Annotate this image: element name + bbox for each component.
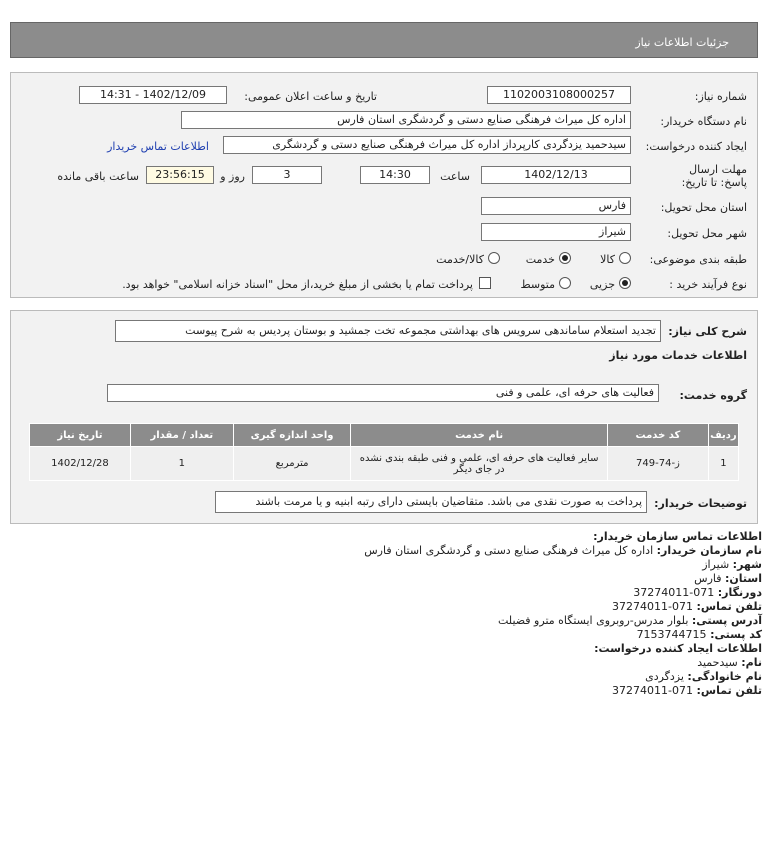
buyer-label: نام دستگاه خریدار: bbox=[660, 115, 747, 128]
buyer-field[interactable]: اداره کل میراث فرهنگی صنایع دستی و گردشگری استان فارس bbox=[181, 111, 631, 129]
deadline-hour-field[interactable]: 14:30 bbox=[360, 166, 430, 184]
need-number-field[interactable]: 1102003108000257 bbox=[487, 86, 631, 104]
category-label: طبقه بندی موضوعی: bbox=[649, 253, 747, 266]
contact-info bbox=[0, 530, 770, 750]
contact-address: آدرس پستی: بلوار مدرس-روبروی ایستگاه مترو فضیلت bbox=[498, 614, 762, 627]
col-date: تاریخ نیاز bbox=[30, 424, 131, 447]
category-radio-both[interactable] bbox=[488, 252, 500, 264]
contact-province: استان: فارس bbox=[694, 572, 762, 585]
description-field[interactable]: تجدید استعلام ساماندهی سرویس های بهداشتی مجموعه تخت جمشید و بوستان پردیس به شرح پیوست bbox=[115, 320, 661, 342]
col-row: ردیف bbox=[708, 424, 738, 447]
category-radio-service[interactable] bbox=[559, 252, 571, 264]
page-title: جزئیات اطلاعات نیاز bbox=[635, 36, 729, 49]
buyer-notes-label: توضیحات خریدار: bbox=[654, 497, 747, 510]
row-index: 1 bbox=[708, 447, 738, 481]
row-date: 1402/12/28 bbox=[30, 447, 131, 481]
category-radio-goods[interactable] bbox=[619, 252, 631, 264]
col-unit: واحد اندازه گیری bbox=[233, 424, 350, 447]
creator-title: اطلاعات ایجاد کننده درخواست: bbox=[594, 642, 762, 655]
creator-field[interactable]: سیدحمید یزدگردی کارپرداز اداره کل میراث فرهنگی صنایع دستی و گردشگری bbox=[223, 136, 631, 154]
row-qty: 1 bbox=[130, 447, 233, 481]
announce-label: تاریخ و ساعت اعلان عمومی: bbox=[244, 90, 377, 103]
col-qty: تعداد / مقدار bbox=[130, 424, 233, 447]
service-group-label: گروه خدمت: bbox=[679, 389, 747, 402]
row-code: ز-74-749 bbox=[608, 447, 709, 481]
buyer-contact-link[interactable]: اطلاعات تماس خریدار bbox=[107, 140, 209, 153]
table-row bbox=[30, 447, 739, 481]
days-field[interactable]: 3 bbox=[252, 166, 322, 184]
category-option-goods: کالا bbox=[600, 253, 615, 266]
category-option-both: کالا/خدمت bbox=[436, 253, 484, 266]
hour-label: ساعت bbox=[440, 170, 470, 183]
services-panel bbox=[10, 310, 758, 524]
details-panel bbox=[10, 72, 758, 298]
service-group-field[interactable]: فعالیت های حرفه ای، علمی و فنی bbox=[107, 384, 659, 402]
contact-phone: تلفن تماس: 071-37274011 bbox=[612, 600, 762, 613]
need-number-label: شماره نیاز: bbox=[694, 90, 747, 103]
contact-fax: دورنگار: 071-37274011 bbox=[633, 586, 762, 599]
remaining-time-field: 23:56:15 bbox=[146, 166, 214, 184]
row-unit: مترمربع bbox=[233, 447, 350, 481]
process-radio-minor[interactable] bbox=[619, 277, 631, 289]
services-title: اطلاعات خدمات مورد نیاز bbox=[609, 349, 747, 362]
creator-name: نام: سیدحمید bbox=[697, 656, 762, 669]
process-radio-medium[interactable] bbox=[559, 277, 571, 289]
contact-org: نام سازمان خریدار: اداره کل میراث فرهنگی صنایع دستی و گردشگری استان فارس bbox=[364, 544, 762, 557]
category-option-service: خدمت bbox=[525, 253, 555, 266]
creator-family: نام خانوادگی: یزدگردی bbox=[645, 670, 762, 683]
deadline-label: مهلت ارسال پاسخ: تا تاریخ: bbox=[681, 163, 747, 189]
process-option-medium: متوسط bbox=[520, 278, 555, 291]
province-label: استان محل تحویل: bbox=[660, 201, 747, 214]
province-field[interactable]: فارس bbox=[481, 197, 631, 215]
description-label: شرح کلی نیاز: bbox=[668, 325, 747, 338]
col-name: نام خدمت bbox=[351, 424, 608, 447]
treasury-payment-text: پرداخت تمام یا بخشی از مبلغ خرید،از محل "اسناد خزانه اسلامی" خواهد بود. bbox=[122, 278, 473, 291]
creator-label: ایجاد کننده درخواست: bbox=[645, 140, 747, 153]
deadline-date-field[interactable]: 1402/12/13 bbox=[481, 166, 631, 184]
buyer-notes-field[interactable]: پرداخت به صورت نقدی می باشد. متقاضیان بایستی دارای رتبه ابنیه و یا مرمت باشند bbox=[215, 491, 647, 513]
contact-postal: کد پستی: 7153744715 bbox=[636, 628, 762, 641]
page-header bbox=[10, 22, 758, 58]
days-label: روز و bbox=[220, 170, 245, 183]
services-table bbox=[29, 423, 739, 481]
city-label: شهر محل تحویل: bbox=[667, 227, 747, 240]
process-label: نوع فرآیند خرید : bbox=[669, 278, 747, 291]
row-service-name: سایر فعالیت های حرفه ای، علمی و فنی طبقه بندی نشده در جای دیگر bbox=[351, 447, 608, 481]
contact-title: اطلاعات تماس سازمان خریدار: bbox=[593, 530, 762, 543]
remaining-label: ساعت باقی مانده bbox=[57, 170, 139, 183]
process-option-minor: جزیی bbox=[589, 278, 615, 291]
announce-field[interactable]: 1402/12/09 - 14:31 bbox=[79, 86, 227, 104]
contact-city: شهر: شیراز bbox=[702, 558, 762, 571]
city-field[interactable]: شیراز bbox=[481, 223, 631, 241]
col-code: کد خدمت bbox=[608, 424, 709, 447]
creator-phone: تلفن تماس: 071-37274011 bbox=[612, 684, 762, 697]
treasury-payment-checkbox[interactable] bbox=[479, 277, 491, 289]
